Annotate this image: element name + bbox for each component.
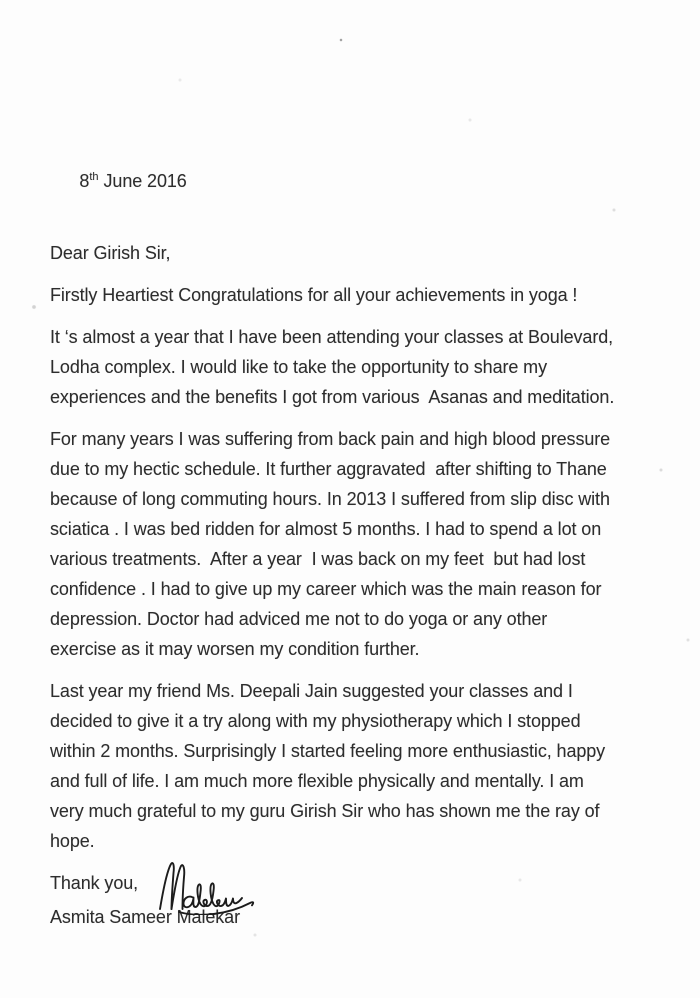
letter-line: Lodha complex. I would like to take the opportunity to share my — [50, 357, 547, 377]
letter-paragraph — [50, 322, 674, 412]
letter-line: and full of life. I am much more flexible physically and mentally. I am — [50, 771, 584, 791]
letter-line: For many years I was suffering from back pain and high blood pressure — [50, 429, 611, 449]
letter-line: because of long commuting hours. In 2013 I suffered from slip disc with — [50, 489, 610, 509]
sender-name: Asmita Sameer Malekar — [50, 907, 240, 927]
letter-line: depression. Doctor had adviced me not to do yoga or any other — [50, 609, 548, 629]
letter-paragraph — [50, 280, 674, 310]
letter-line: various treatments. After a year I was back on my feet but had lost — [50, 549, 586, 569]
letter-line: Firstly Heartiest Congratulations for all your achievements in yoga ! — [50, 285, 578, 305]
closing-line: Thank you, — [50, 873, 139, 893]
letter-line: It ‘s almost a year that I have been attending your classes at Boulevard, — [50, 327, 614, 347]
closing-row — [50, 868, 674, 898]
letter-line: due to my hectic schedule. It further aggravated after shifting to Thane — [50, 459, 607, 479]
letter-line: within 2 months. Surprisingly I started feeling more enthusiastic, happy — [50, 741, 606, 761]
letter-line: very much grateful to my guru Girish Sir who has shown me the ray of — [50, 801, 600, 821]
letter-line: sciatica . I was bed ridden for almost 5 months. I had to spend a lot on — [50, 519, 602, 539]
letter-line: decided to give it a try along with my physiotherapy which I stopped — [50, 711, 581, 731]
date-line — [50, 136, 674, 226]
letter-paragraph — [50, 424, 674, 664]
letter-line: experiences and the benefits I got from various Asanas and meditation. — [50, 387, 615, 407]
letter-paragraph — [50, 676, 674, 856]
salutation-line: Dear Girish Sir, — [50, 243, 171, 263]
letter-line: confidence . I had to give up my career which was the main reason for — [50, 579, 602, 599]
letter-line: Last year my friend Ms. Deepali Jain suggested your classes and I — [50, 681, 573, 701]
letter-body — [50, 136, 674, 932]
letter-line: hope. — [50, 831, 95, 851]
date-month-year: June 2016 — [103, 171, 187, 191]
letter-line: exercise as it may worsen my condition further. — [50, 639, 420, 659]
date-ordinal: th — [89, 171, 99, 183]
date-day: 8 — [79, 171, 90, 191]
